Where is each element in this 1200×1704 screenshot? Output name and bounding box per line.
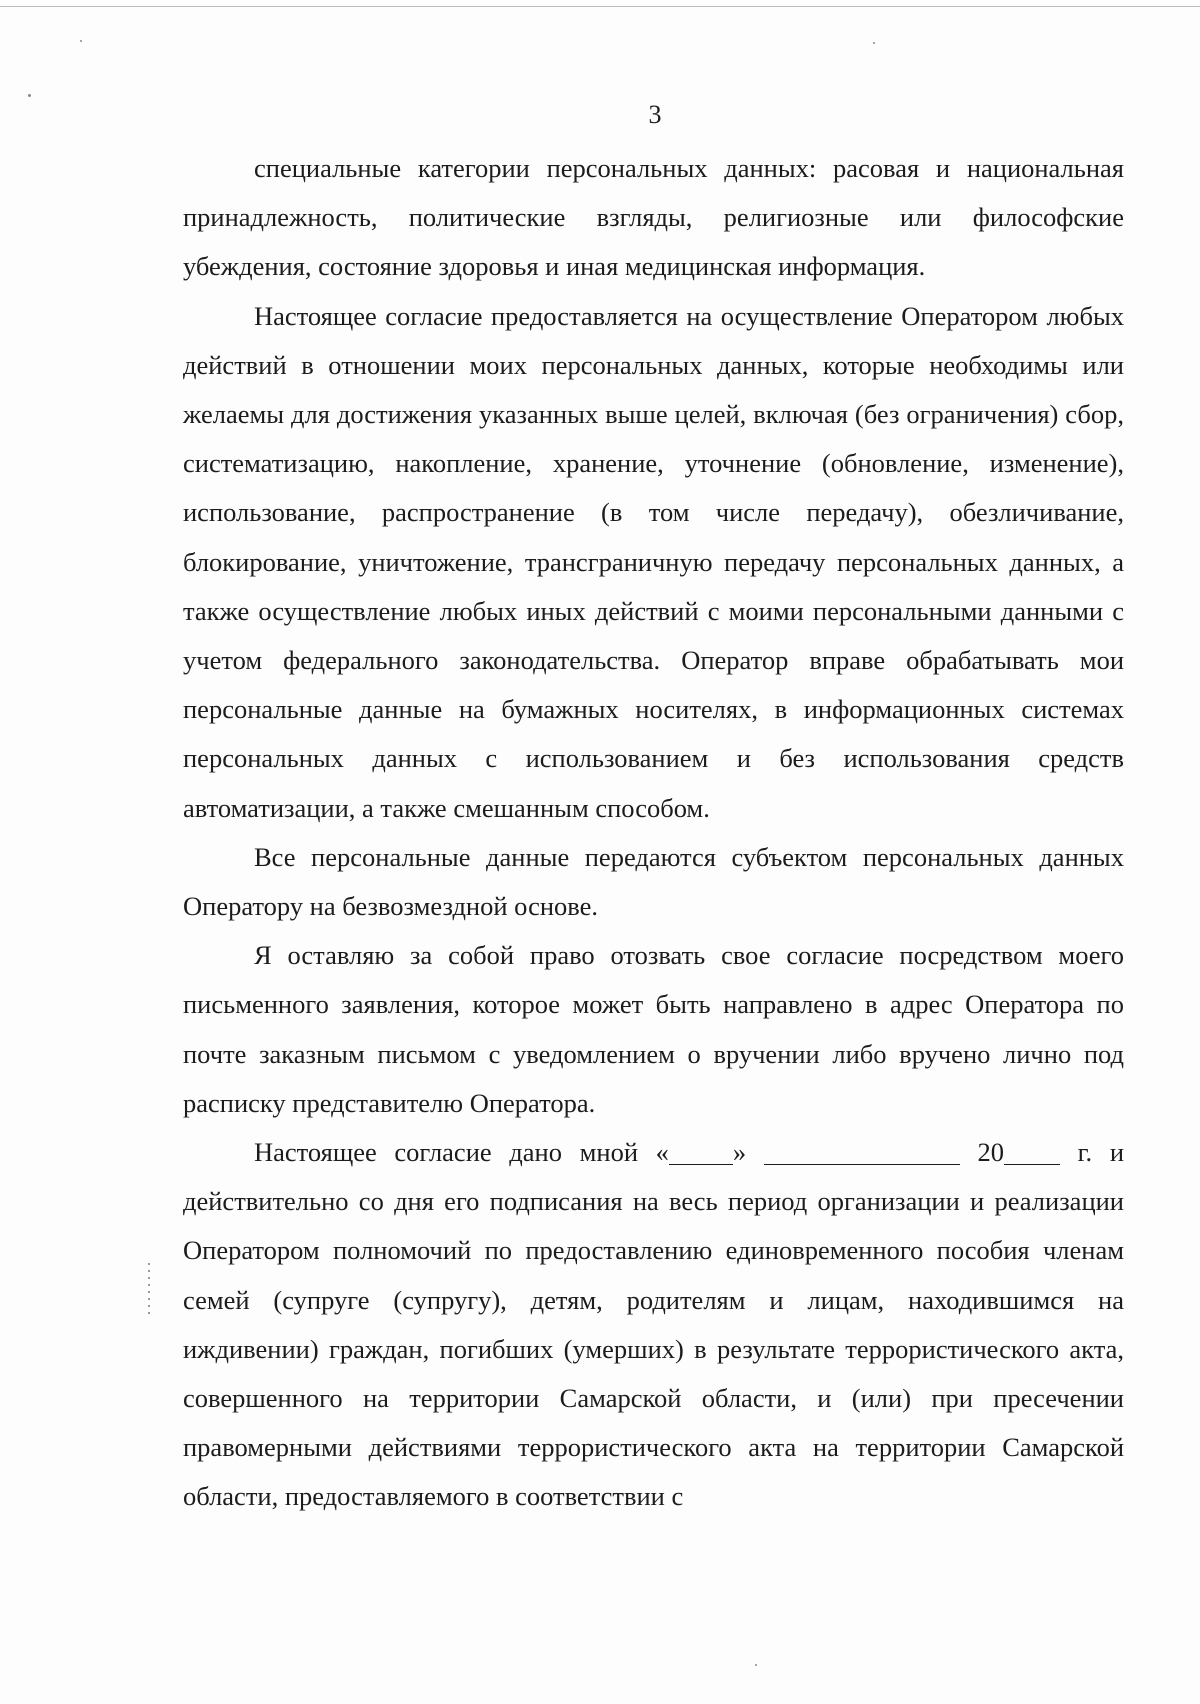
scan-margin-marks (148, 1263, 150, 1319)
scan-top-edge (0, 6, 1200, 7)
consent-validity-text: и действительно со дня его подписания на весь период организации и реализации Оператором полномочий по предоставлению единовременного пособия членам семей (супруге (супругу), детям, родителям и лицам, находившимся на иждивении) граждан, погибших (умерших) в результате террористического акта, совершенного на территории Самарской области, и (или) при пресечении правомерными действиями террористического акта на территории Самарской области, предоставляемого в соответствии с (183, 1137, 1124, 1512)
month-blank (764, 1134, 960, 1165)
paragraph-special-categories: специальные категории персональных данных: расовая и национальная принадлежность, политические взгляды, религиозные или философские убеждения, состояние здоровья и иная медицинская информация. (183, 153, 1124, 282)
paragraph-free-transfer: Все персональные данные передаются субъектом персональных данных Оператору на безвозмездной основе. (183, 841, 1124, 922)
day-blank (669, 1134, 733, 1165)
scan-speck (755, 1664, 757, 1666)
scan-speck (28, 94, 31, 97)
paragraph-consent-date (183, 1128, 1124, 1522)
document-body (183, 144, 1124, 1522)
scan-speck (80, 40, 82, 42)
paragraph-consent-scope: Настоящее согласие предоставляется на осуществление Оператором любых действий в отношении моих персональных данных, которые необходимы или желаемы для достижения указанных выше целей, включая (без ограничения) сбор, систематизацию, накопление, хранение, уточнение (обновление, изменение), использование, распространение (в том числе передачу), обезличивание, блокирование, уничтожение, трансграничную передачу персональных данных, а также осуществление любых иных действий с моими персональными данными с учетом федерального законодательства. Оператор вправе обрабатывать мои персональные данные на бумажных носителях, в информационных системах персональных данных с использованием и без использования средств автоматизации, а также смешанным способом. (183, 300, 1124, 823)
consent-year-prefix: 20 (977, 1137, 1004, 1168)
consent-year-suffix: г. (1077, 1137, 1093, 1168)
consent-date-lead: Настоящее согласие дано мной « (254, 1137, 669, 1168)
consent-date-close-quote: » (732, 1137, 747, 1168)
scan-speck (873, 42, 875, 44)
year-blank (1004, 1134, 1060, 1165)
page-number: 3 (648, 100, 662, 129)
paragraph-revocation: Я оставляю за собой право отозвать свое согласие посредством моего письменного заявления, которое может быть направлено в адрес Оператора по почте заказным письмом с уведомлением о вручении либо вручено лично под расписку представителю Оператора. (183, 940, 1124, 1118)
